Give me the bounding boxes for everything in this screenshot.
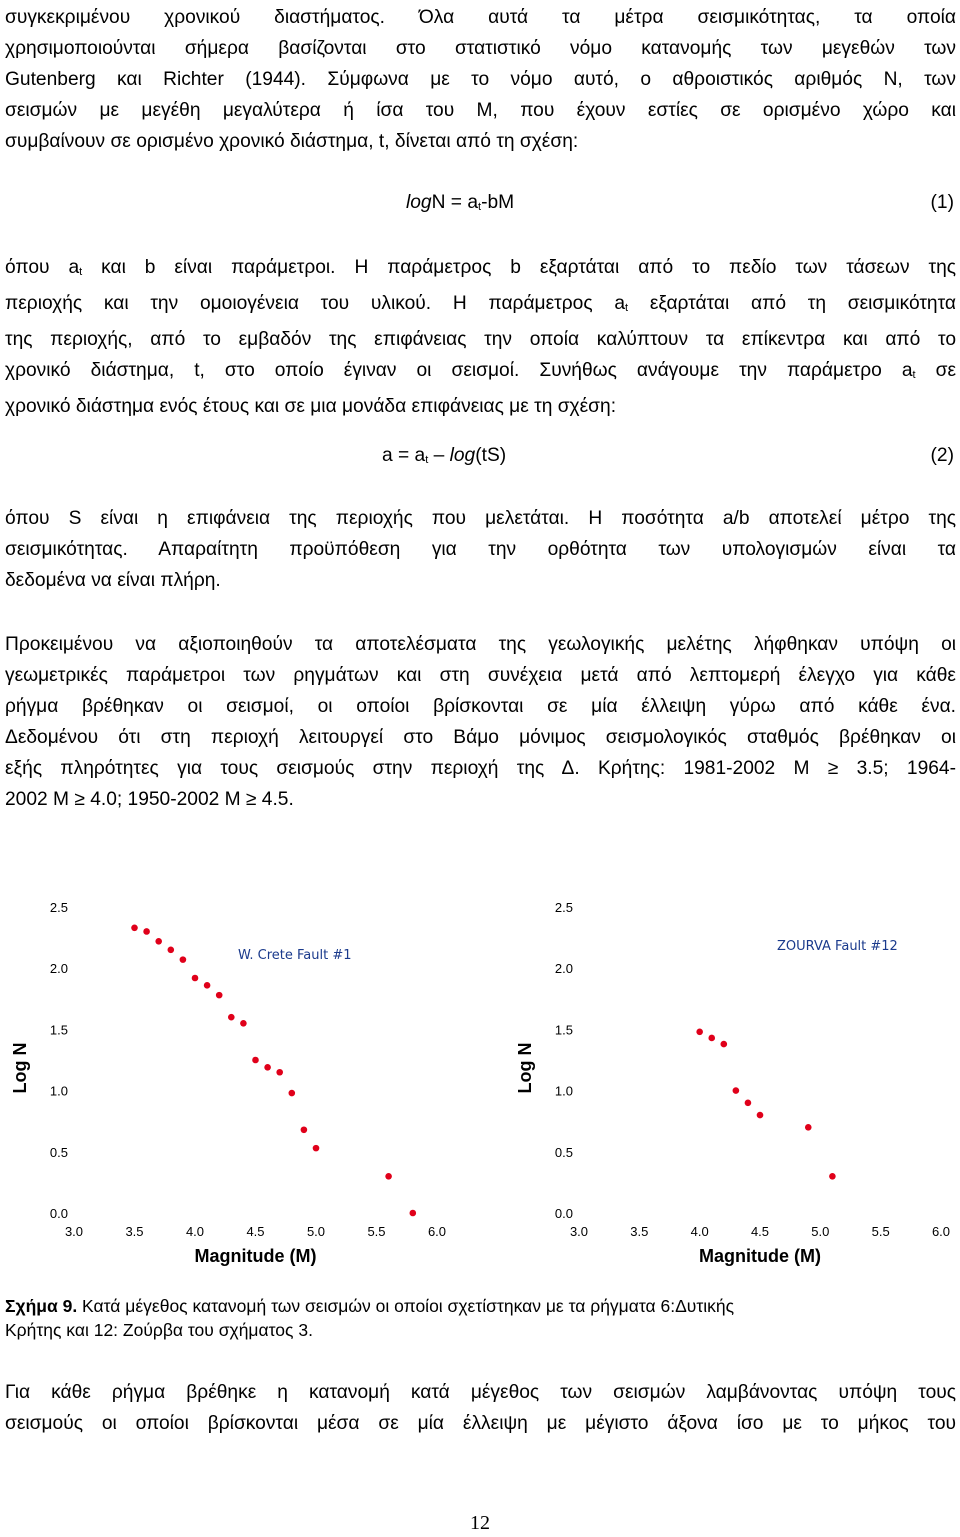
data-point [155, 938, 162, 945]
paragraph-intro [5, 2, 956, 157]
data-point [252, 1057, 259, 1064]
text-line: της περιοχής, από το εμβαδόν της επιφάνειας την οποία καλύπτουν τα επίκεντρα και από το [5, 329, 956, 350]
chart-svg [505, 890, 960, 1280]
paragraph-distribution [5, 1377, 956, 1439]
text-line: σεισμικότητας. Απαραίτητη προϋπόθεση για την ορθότητα των υπολογισμών είναι τα [5, 539, 956, 560]
chart-title: W. Crete Fault #1 [238, 948, 352, 963]
data-point [410, 1210, 417, 1217]
x-tick-label: 4.0 [185, 1224, 205, 1239]
caption-label: Σχήμα 9. [5, 1296, 78, 1316]
data-point [264, 1064, 271, 1071]
data-point [289, 1090, 296, 1097]
text-line: Για κάθε ρήγμα βρέθηκε η κατανομή κατά μέγεθος των σεισμών λαμβάνοντας υπόψη τους [5, 1382, 956, 1403]
text-line: συμβαίνουν σε ορισμένο χρονικό διάστημα, t, δίνεται από τη σχέση: [5, 131, 579, 152]
data-point [745, 1100, 752, 1107]
text-line: δεδομένα να είναι πλήρη. [5, 570, 221, 591]
data-point [733, 1087, 740, 1094]
data-point [192, 975, 199, 982]
data-point [168, 947, 175, 954]
equation-2-number: (2) [930, 445, 954, 466]
text-fragment: περιοχής και την ομοιογένεια του υλικού. Η παράμετρος a [5, 293, 625, 314]
caption-line: Κρήτης και 12: Ζούρβα του σχήματος 3. [5, 1320, 313, 1340]
paragraph-completeness [5, 629, 956, 815]
text-fragment: όπου a [5, 257, 80, 278]
data-point [757, 1112, 764, 1119]
y-tick-label: 1.5 [49, 1022, 68, 1038]
x-tick-label: 5.0 [811, 1224, 830, 1239]
paragraph-area [5, 503, 956, 596]
equation-text: – [428, 445, 450, 466]
equation-1-number: (1) [930, 192, 954, 213]
text-line: 2002 M ≥ 4.0; 1950-2002 M ≥ 4.5. [5, 789, 294, 810]
x-tick-label: 6.0 [931, 1224, 951, 1239]
equation-subscript: t [425, 454, 429, 466]
text-line: χρησιμοποιούνται σήμερα βασίζονται στο στατιστικό νόμο κατανομής των μεγεθών των [5, 38, 956, 59]
x-tick-label: 6.0 [427, 1224, 447, 1239]
chart-w-crete-fault [0, 890, 470, 1280]
text-line [5, 355, 956, 391]
x-tick-label: 5.5 [367, 1224, 386, 1239]
x-tick-label: 5.5 [871, 1224, 890, 1239]
y-tick-label: 0.5 [49, 1144, 68, 1160]
data-point [131, 925, 138, 932]
caption-text: Κατά μέγεθος κατανομή των σεισμών οι οποίοι σχετίστηκαν με τα ρήγματα 6:Δυτικής [77, 1296, 735, 1316]
text-fragment: χρονικό διάστημα, t, στο οποίο έγιναν οι σεισμοί. Συνήθως ανάγουμε την παράμετρο a [5, 360, 913, 381]
x-tick-label: 4.0 [690, 1224, 709, 1239]
x-tick-label: 3.5 [125, 1224, 144, 1239]
subscript: t [79, 266, 83, 278]
text-fragment: σε [915, 360, 956, 381]
paragraph-parameters [5, 252, 956, 422]
y-tick-label: 1.0 [49, 1083, 68, 1099]
equation-subscript: t [478, 201, 482, 213]
y-tick-label: 0.0 [49, 1206, 68, 1221]
data-point [721, 1041, 728, 1048]
data-point [301, 1126, 308, 1133]
subscript: t [912, 369, 916, 381]
y-axis-label: Log N [10, 1042, 30, 1094]
y-tick-label: 2.5 [49, 900, 68, 915]
data-point [805, 1124, 812, 1131]
equation-1 [406, 187, 514, 223]
text-line: ρήγμα βρέθηκαν οι σεισμοί, οι οποίοι βρίσκονται σε μία έλλειψη γύρω από κάθε ένα. [5, 696, 956, 717]
text-line: εξής πληρότητες για τους σεισμούς στην περιοχή της Δ. Κρήτης: 1981-2002 M ≥ 3.5; 1964- [5, 758, 956, 779]
text-line: συγκεκριμένου χρονικού διαστήματος. Όλα αυτά τα μέτρα σεισμικότητας, τα οποία [5, 7, 956, 28]
text-line: όπου S είναι η επιφάνεια της περιοχής που μελετάται. Η ποσότητα a/b αποτελεί μέτρο της [5, 508, 956, 529]
subscript: t [625, 302, 629, 314]
y-tick-label: 0.5 [554, 1144, 573, 1160]
chart-zourva-fault [505, 890, 960, 1280]
text-line [5, 252, 956, 288]
equation-log: log [406, 192, 432, 213]
data-point [228, 1014, 235, 1021]
equation-log: log [449, 445, 476, 466]
text-line [5, 288, 956, 324]
page-number: 12 [470, 1512, 490, 1534]
x-tick-label: 4.5 [246, 1224, 265, 1239]
text-fragment: εξαρτάται από τη σεισμικότητα [628, 293, 956, 314]
x-tick-label: 3.5 [630, 1224, 649, 1239]
chart-title: ZOURVA Fault #12 [777, 939, 898, 954]
data-point [143, 928, 150, 935]
chart-svg [0, 890, 470, 1280]
figure-caption [5, 1294, 956, 1342]
x-axis-label: Magnitude (M) [194, 1246, 317, 1266]
equation-text: (tS) [475, 445, 507, 466]
x-tick-label: 3.0 [64, 1224, 84, 1239]
x-tick-label: 4.5 [750, 1224, 770, 1239]
data-point [180, 956, 187, 963]
y-tick-label: 2.5 [554, 900, 573, 915]
text-line: Προκειμένου να αξιοποιηθούν τα αποτελέσματα της γεωλογικής μελέτης λήφθηκαν υπόψη οι [5, 634, 956, 655]
text-line: σεισμούς οι οποίοι βρίσκονται μέσα σε μία έλλειψη με μέγιστο άξονα ίσο με το μήκος του [5, 1413, 956, 1434]
y-axis-label: Log N [515, 1042, 535, 1094]
equation-text: -bM [481, 192, 515, 213]
equation-2 [382, 440, 506, 476]
text-line: Δεδομένου ότι στη περιοχή λειτουργεί στο Βάμο μόνιμος σεισμολογικός σταθμός βρέθηκαν οι [5, 727, 956, 748]
text-line: γεωμετρικές παράμετροι των ρηγμάτων και στη συνέχεια μετά από λεπτομερή έλεγχο για κάθε [5, 665, 956, 686]
data-point [385, 1173, 392, 1180]
data-point [313, 1145, 320, 1152]
equation-text: N = a [431, 192, 479, 213]
text-line: σεισμών με μεγέθη μεγαλύτερα ή ίσα του Μ, που έχουν εστίες σε ορισμένο χώρο και [5, 100, 956, 121]
equation-text: a = a [382, 445, 426, 466]
y-tick-label: 2.0 [49, 961, 68, 977]
y-tick-label: 2.0 [554, 961, 573, 977]
x-tick-label: 5.0 [306, 1224, 326, 1239]
data-point [276, 1069, 283, 1076]
y-tick-label: 1.0 [554, 1083, 573, 1099]
data-point [696, 1029, 703, 1036]
text-fragment: και b είναι παράμετροι. Η παράμετρος b εξαρτάται από το πεδίο των τάσεων της [82, 257, 956, 278]
data-point [204, 982, 211, 989]
x-axis-label: Magnitude (M) [699, 1246, 821, 1266]
text-line: Gutenberg και Richter (1944). Σύμφωνα με το νόμο αυτό, ο αθροιστικός αριθμός Ν, των [5, 69, 956, 90]
x-tick-label: 3.0 [569, 1224, 589, 1239]
text-line: χρονικό διάστημα ενός έτους και σε μια μονάδα επιφάνειας με τη σχέση: [5, 396, 617, 417]
y-tick-label: 1.5 [554, 1022, 573, 1038]
data-point [708, 1035, 715, 1042]
data-point [216, 992, 223, 999]
data-point [240, 1020, 247, 1027]
data-point [829, 1173, 836, 1180]
y-tick-label: 0.0 [554, 1206, 573, 1221]
caption-line [5, 1294, 956, 1318]
